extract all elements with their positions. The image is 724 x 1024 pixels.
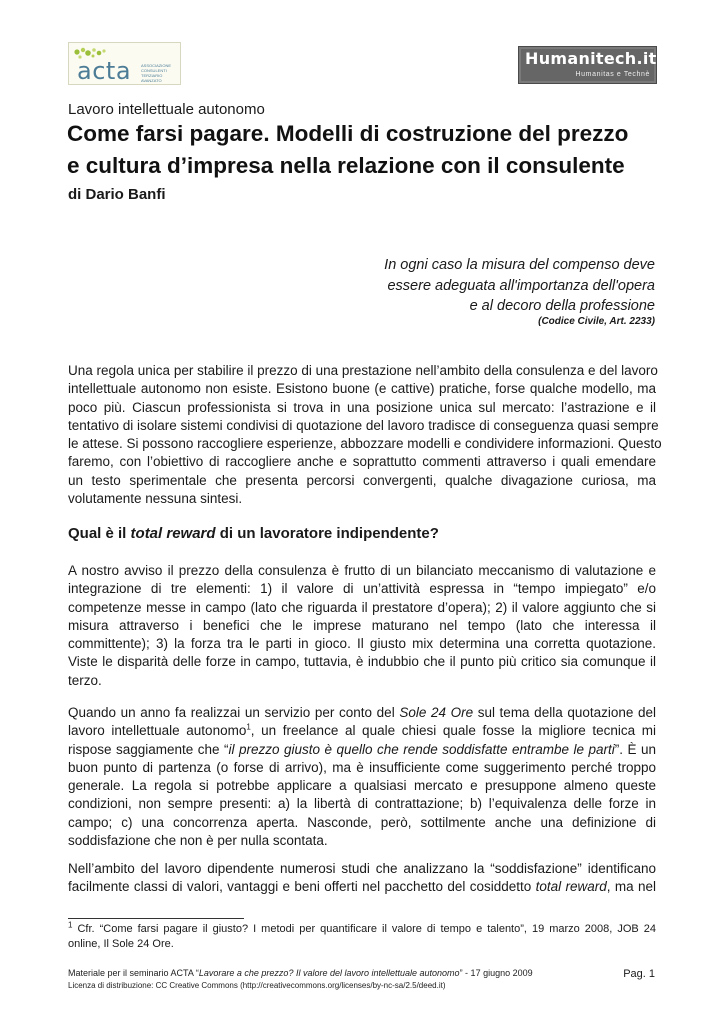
humanitech-title: Humanitech.it [525, 49, 657, 68]
paragraph-dipendente: Nell’ambito del lavoro dipendente numerosi studi che analizzano la “soddisfazione” identificano facilmente classi di valori, vantaggi e beni offerti nel pacchetto del cosiddetto total reward, ma nel [68, 861, 656, 895]
paragraph-total-reward: A nostro avviso il prezzo della consulenza è frutto di un bilanciato meccanismo di valutazione e integrazione di tre elementi: 1) il valore di un’attività espressa in “tempo impiegato” e/o competenze messe in campo (lato che riguarda il prestatore d’opera); 2) il valore aggiunto che si misura attraverso i benefici che le imprese maturano nel tempo (lato che interessa il committente); 3) la forza tra le parti in gioco. Il giusto mix determina una corretta quotazione. Viste le disparità delle forze in campo, tuttavia, è indubbio che il punto più critico sia comunque il terzo. [68, 563, 656, 688]
paragraph-intro: Una regola unica per stabilire il prezzo di una prestazione nell’ambito della consulenza e del lavoro intellettuale autonomo non esiste. Esistono buone (e cattive) pratiche, forse qualche modello, ma poco più. Ciascun professionista si trova in una posizione unica sul mercato: l’astrazione e il tentativo di isolare sistemi condivisi di quotazione del lavoro tradisce di conseguenza quasi sempre le attese. Si possono raccogliere esperienze, abbozzare modelli e condividere informazioni. Questo faremo, con l’obiettivo di raccogliere anche e soprattutto commenti attraverso i quali emendare un testo sperimentale che presenta percorsi convergenti, qualche divagazione curiosa, ma volutamente nessuna sintesi. [68, 363, 662, 507]
acta-wordmark: acta [77, 57, 132, 85]
footnote-ref: 1 [246, 722, 251, 732]
author-line: di Dario Banfi [68, 186, 166, 203]
page-title: Come farsi pagare. Modelli di costruzione del prezzo e cultura d’impresa nella relazione con il consulente [67, 121, 629, 178]
footnote: $^1$ Cfr. “Come farsi pagare il giusto? I metodi per quantificare il valore di tempo e talento”, 19 marzo 2008, JOB 24 online, Il Sole 24 Ore. [68, 920, 656, 950]
acta-subtitle: ASSOCIAZIONE CONSULENTI TERZIARIO AVANZATO [141, 63, 172, 83]
category-label: Lavoro intellettuale autonomo [68, 101, 265, 118]
section-heading: Qual è il total reward di un lavoratore indipendente? [68, 525, 439, 542]
footer-seminar: Materiale per il seminario ACTA “Lavorare a che prezzo? Il valore del lavoro intellettuale autonomo” - 17 giugno 2009 [68, 968, 533, 978]
paragraph-sole24ore: Quando un anno fa realizzai un servizio per conto del Sole 24 Ore sul tema della quotazione del lavoro intellettuale autonomo$^1$, un freelance al quale chiesi quale fosse la migliore tecnica mi rispose saggiamente che “il prezzo giusto è quello che rende soddisfatte entrambe le parti”. È un buon punto di partenza (o forse di arrivo), ma è insufficiente come suggerimento perché troppo generale. La regola si potrebbe applicare a qualsiasi mercato e presuppone almeno queste condizioni, non sempre presenti: a) la libertà di contrattazione; b) l’equivalenza delle forze in campo; c) una concorrenza aperta. Nasconde, però, sottilmente anche una definizione di soddisfazione che non è per nulla scontata. [68, 705, 656, 849]
epigraph-quote: In ogni caso la misura del compenso deve essere adeguata all'importanza dell'opera e al decoro della professione [384, 257, 655, 314]
humanitech-logo [518, 46, 657, 84]
humanitech-subtitle: Humanitas e Technè [575, 71, 650, 78]
acta-logo [68, 42, 181, 85]
footnote-divider [68, 918, 244, 919]
footer-license: Licenza di distribuzione: CC Creative Commons (http://creativecommons.org/licenses/by-nc-sa/2.5/deed.it) [68, 981, 446, 990]
page-number: Pag. 1 [623, 968, 655, 980]
epigraph-source: (Codice Civile, Art. 2233) [538, 316, 655, 327]
